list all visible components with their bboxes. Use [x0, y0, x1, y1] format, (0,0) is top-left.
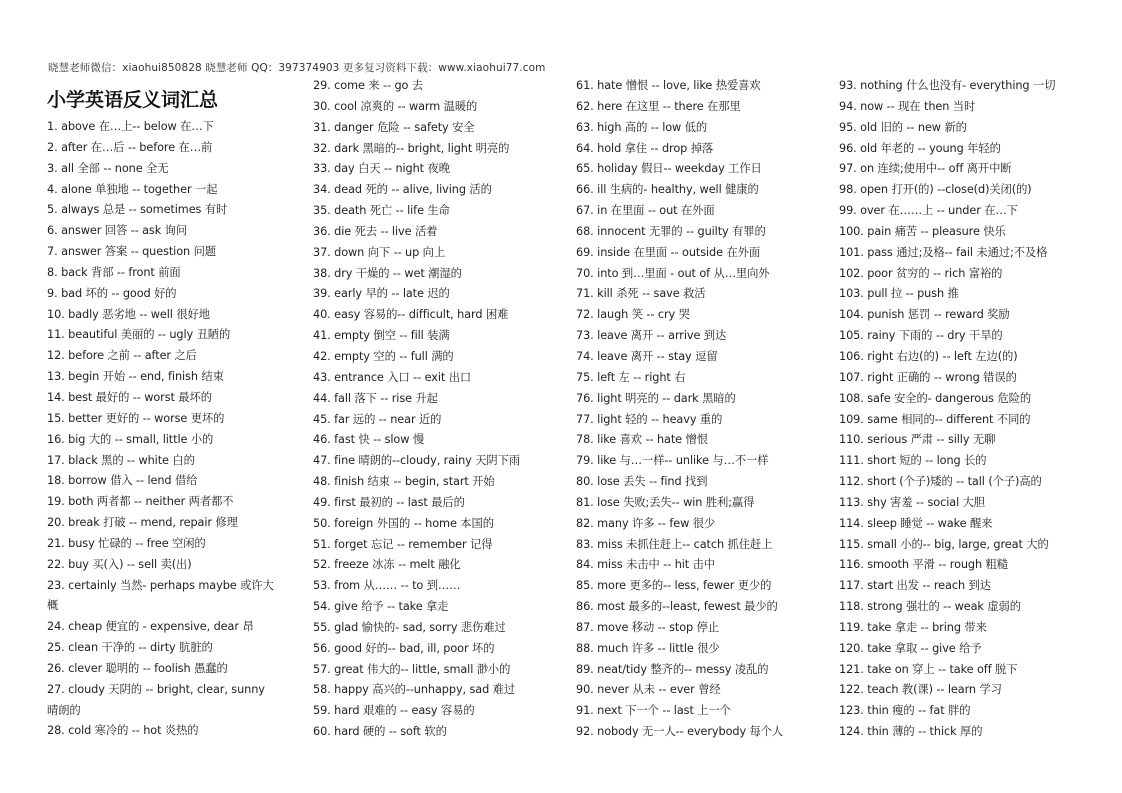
antonym-entry: 4. alone 单独地 -- together 一起	[47, 182, 218, 196]
antonym-entry: 46. fast 快 -- slow 慢	[313, 433, 425, 447]
antonym-entry: 34. dead 死的 -- alive, living 活的	[313, 183, 492, 197]
antonym-entry: 105. rainy 下雨的 -- dry 干旱的	[839, 329, 1003, 343]
antonym-entry: 6. answer 回答 -- ask 询问	[47, 224, 188, 238]
antonym-entry: 7. answer 答案 -- question 问题	[47, 245, 216, 259]
page-title: 小学英语反义词汇总	[47, 89, 219, 111]
antonym-entry-continuation: 概	[47, 599, 59, 613]
antonym-entry: 119. take 拿走 -- bring 带来	[839, 620, 987, 634]
antonym-entry: 112. short (个子)矮的 -- tall (个子)高的	[839, 475, 1042, 489]
antonym-entry: 116. smooth 平滑 -- rough 粗糙	[839, 558, 1008, 572]
antonym-entry: 106. right 右边(的) -- left 左边(的)	[839, 349, 1018, 363]
antonym-entry: 48. finish 结束 -- begin, start 开始	[313, 475, 495, 489]
antonym-entry: 1. above 在…上-- below 在…下	[47, 120, 214, 133]
antonym-entry: 16. big 大的 -- small, little 小的	[47, 432, 214, 446]
antonym-entry: 103. pull 拉 -- push 推	[839, 287, 959, 301]
antonym-entry: 21. busy 忙碌的 -- free 空闲的	[47, 536, 206, 550]
antonym-entry: 3. all 全部 -- none 全无	[47, 161, 169, 175]
antonym-entry: 104. punish 惩罚 -- reward 奖励	[839, 308, 1010, 322]
antonym-entry: 73. leave 离开 -- arrive 到达	[576, 329, 727, 343]
antonym-entry: 15. better 更好的 -- worse 更坏的	[47, 411, 225, 425]
antonym-entry: 23. certainly 当然- perhaps maybe 或许大	[47, 578, 274, 592]
antonym-entry: 24. cheap 便宜的 - expensive, dear 昂	[47, 620, 254, 634]
antonym-entry: 55. glad 愉快的- sad, sorry 悲伤难过	[313, 620, 506, 634]
antonym-entry: 13. begin 开始 -- end, finish 结束	[47, 370, 224, 384]
antonym-entry: 27. cloudy 天阴的 -- bright, clear, sunny	[47, 682, 265, 696]
antonym-entry: 63. high 高的 -- low 低的	[576, 120, 708, 134]
antonym-entry: 97. on 连续;使用中-- off 离开中断	[839, 162, 1012, 176]
antonym-entry: 70. into 到…里面 - out of 从…里向外	[576, 266, 770, 280]
antonym-entry: 95. old 旧的 -- new 新的	[839, 120, 967, 134]
antonym-entry: 81. lose 失败;丢失-- win 胜利;赢得	[576, 495, 755, 509]
antonym-entry: 42. empty 空的 -- full 满的	[313, 349, 454, 363]
antonym-entry-continuation: 晴朗的	[47, 703, 81, 717]
antonym-entry: 40. easy 容易的-- difficult, hard 困难	[313, 308, 509, 322]
antonym-entry: 79. like 与…一样-- unlike 与…不一样	[576, 454, 769, 468]
antonym-entry: 54. give 给予 -- take 拿走	[313, 600, 449, 614]
antonym-entry: 91. next 下一个 -- last 上一个	[576, 704, 731, 718]
antonym-entry: 41. empty 倒空 -- fill 装满	[313, 329, 450, 343]
antonym-entry: 49. first 最初的 -- last 最后的	[313, 495, 465, 509]
antonym-entry: 11. beautiful 美丽的 -- ugly 丑陋的	[47, 328, 231, 342]
antonym-entry: 80. lose 丢失 -- find 找到	[576, 475, 708, 489]
antonym-entry: 71. kill 杀死 -- save 救活	[576, 287, 706, 301]
antonym-entry: 35. death 死亡 -- life 生命	[313, 204, 450, 218]
antonym-entry: 85. more 更多的-- less, fewer 更少的	[576, 579, 772, 593]
antonym-entry: 92. nobody 无一人-- everybody 每个人	[576, 725, 784, 739]
antonym-entry: 30. cool 凉爽的 -- warm 温暖的	[313, 99, 478, 113]
antonym-entry: 17. black 黑的 -- white 白的	[47, 453, 195, 467]
antonym-entry: 2. after 在…后 -- before 在…前	[47, 140, 213, 154]
antonym-entry: 59. hard 艰难的 -- easy 容易的	[313, 704, 475, 718]
antonym-entry: 65. holiday 假日-- weekday 工作日	[576, 162, 762, 176]
antonym-entry: 38. dry 干燥的 -- wet 潮湿的	[313, 266, 462, 280]
antonym-entry: 115. small 小的-- big, large, great 大的	[839, 537, 1049, 551]
antonym-entry: 84. miss 未击中 -- hit 击中	[576, 558, 716, 572]
antonym-entry: 113. shy 害羞 -- social 大胆	[839, 495, 985, 509]
antonym-entry: 78. like 喜欢 -- hate 憎恨	[576, 433, 708, 447]
antonym-entry: 57. great 伟大的-- little, small 渺小的	[313, 662, 511, 676]
antonym-entry: 99. over 在……上 -- under 在…下	[839, 204, 1018, 218]
antonym-entry: 111. short 短的 -- long 长的	[839, 454, 987, 468]
antonym-entry: 108. safe 安全的- dangerous 危险的	[839, 391, 1032, 405]
antonym-entry: 29. come 来 -- go 去	[313, 79, 424, 92]
antonym-entry: 86. most 最多的--least, fewest 最少的	[576, 600, 778, 614]
antonym-entry: 45. far 远的 -- near 近的	[313, 412, 442, 426]
antonym-entry: 8. back 背部 -- front 前面	[47, 265, 181, 279]
antonym-entry: 53. from 从…… -- to 到……	[313, 579, 461, 593]
antonym-entry: 10. badly 恶劣地 -- well 很好地	[47, 307, 210, 321]
antonym-entry: 89. neat/tidy 整齐的-- messy 凌乱的	[576, 662, 769, 676]
antonym-entry: 109. same 相同的-- different 不同的	[839, 412, 1031, 426]
antonym-entry: 117. start 出发 -- reach 到达	[839, 579, 991, 593]
antonym-entry: 19. both 两者都 -- neither 两者都不	[47, 495, 234, 509]
antonym-entry: 20. break 打破 -- mend, repair 修理	[47, 516, 238, 530]
antonym-entry: 22. buy 买(入) -- sell 卖(出)	[47, 557, 192, 571]
antonym-entry: 39. early 早的 -- late 迟的	[313, 287, 450, 301]
antonym-entry: 26. clever 聪明的 -- foolish 愚蠢的	[47, 661, 228, 675]
antonym-entry: 75. left 左 -- right 右	[576, 370, 686, 384]
antonym-entry: 51. forget 忘记 -- remember 记得	[313, 537, 493, 551]
antonym-entry: 28. cold 寒冷的 -- hot 炎热的	[47, 724, 199, 738]
antonym-entry: 60. hard 硬的 -- soft 软的	[313, 725, 447, 739]
antonym-entry: 76. light 明亮的 -- dark 黑暗的	[576, 391, 736, 405]
column-2	[313, 76, 568, 743]
antonym-entry: 58. happy 高兴的--unhappy, sad 难过	[313, 683, 516, 697]
antonym-entry: 47. fine 晴朗的--cloudy, rainy 天阴下雨	[313, 454, 521, 468]
antonym-entry: 37. down 向下 -- up 向上	[313, 245, 446, 259]
antonym-entry: 83. miss 未抓住赶上-- catch 抓住赶上	[576, 537, 773, 551]
antonym-entry: 31. danger 危险 -- safety 安全	[313, 120, 475, 134]
antonym-entry: 36. die 死去 -- live 活着	[313, 224, 438, 238]
antonym-entry: 66. ill 生病的- healthy, well 健康的	[576, 183, 759, 197]
antonym-entry: 122. teach 教(课) -- learn 学习	[839, 683, 1002, 697]
antonym-entry: 32. dark 黑暗的-- bright, light 明亮的	[313, 141, 510, 155]
antonym-entry: 101. pass 通过;及格-- fail 未通过;不及格	[839, 245, 1048, 259]
antonym-entry: 123. thin 瘦的 -- fat 胖的	[839, 704, 971, 718]
antonym-entry: 114. sleep 睡觉 -- wake 醒来	[839, 516, 993, 530]
antonym-entry: 124. thin 薄的 -- thick 厚的	[839, 725, 983, 739]
antonym-entry: 67. in 在里面 -- out 在外面	[576, 204, 715, 218]
antonym-entry: 82. many 许多 -- few 很少	[576, 516, 716, 530]
antonym-entry: 110. serious 严肃 -- silly 无聊	[839, 433, 996, 447]
column-4	[839, 76, 1094, 743]
column-3	[576, 76, 831, 743]
antonym-entry: 98. open 打开(的) --close(d)关闭(的)	[839, 183, 1032, 197]
antonym-entry: 9. bad 坏的 -- good 好的	[47, 286, 177, 300]
antonym-entry: 69. inside 在里面 -- outside 在外面	[576, 245, 761, 259]
antonym-entry: 5. always 总是 -- sometimes 有时	[47, 203, 228, 217]
antonym-entry: 25. clean 干净的 -- dirty 肮脏的	[47, 641, 213, 655]
antonym-entry: 100. pain 痛苦 -- pleasure 快乐	[839, 224, 1006, 238]
antonym-entry: 52. freeze 冰冻 -- melt 融化	[313, 558, 461, 572]
antonym-entry: 118. strong 强壮的 -- weak 虚弱的	[839, 600, 1021, 614]
antonym-entry: 68. innocent 无罪的 -- guilty 有罪的	[576, 224, 766, 238]
page-header: 晓慧老师微信：xiaohui850828 晓慧老师 QQ：397374903 更多复习资料下载：www.xiaohui77.com	[48, 62, 546, 74]
antonym-entry: 14. best 最好的 -- worst 最坏的	[47, 390, 212, 404]
antonym-entry: 77. light 轻的 -- heavy 重的	[576, 412, 723, 426]
antonym-entry: 12. before 之前 -- after 之后	[47, 349, 197, 363]
antonym-entry: 50. foreign 外国的 -- home 本国的	[313, 516, 494, 530]
antonym-entry: 33. day 白天 -- night 夜晚	[313, 162, 450, 176]
antonym-entry: 74. leave 离开 -- stay 逗留	[576, 349, 718, 363]
antonym-entry: 87. move 移动 -- stop 停止	[576, 620, 720, 634]
antonym-entry: 88. much 许多 -- little 很少	[576, 641, 720, 655]
antonym-entry: 102. poor 贫穷的 -- rich 富裕的	[839, 266, 1003, 280]
antonym-entry: 43. entrance 入口 -- exit 出口	[313, 370, 472, 384]
antonym-entry: 120. take 拿取 -- give 给予	[839, 641, 982, 655]
antonym-entry: 18. borrow 借入 -- lend 借给	[47, 474, 198, 488]
antonym-entry: 64. hold 拿住 -- drop 掉落	[576, 141, 714, 155]
antonym-entry: 121. take on 穿上 -- take off 脱下	[839, 662, 1018, 676]
antonym-entry: 96. old 年老的 -- young 年轻的	[839, 141, 1001, 155]
antonym-entry: 56. good 好的-- bad, ill, poor 坏的	[313, 641, 495, 655]
antonym-entry: 62. here 在这里 -- there 在那里	[576, 99, 741, 113]
antonym-entry: 90. never 从未 -- ever 曾经	[576, 683, 721, 697]
antonym-entry: 94. now -- 现在 then 当时	[839, 99, 976, 113]
antonym-entry: 72. laugh 笑 -- cry 哭	[576, 308, 690, 322]
antonym-entry: 93. nothing 什么也没有- everything 一切	[839, 79, 1056, 92]
antonym-entry: 107. right 正确的 -- wrong 错误的	[839, 370, 1017, 384]
antonym-entry: 61. hate 憎恨 -- love, like 热爱喜欢	[576, 79, 761, 92]
antonym-entry: 44. fall 落下 -- rise 升起	[313, 391, 438, 405]
column-1	[47, 117, 302, 742]
